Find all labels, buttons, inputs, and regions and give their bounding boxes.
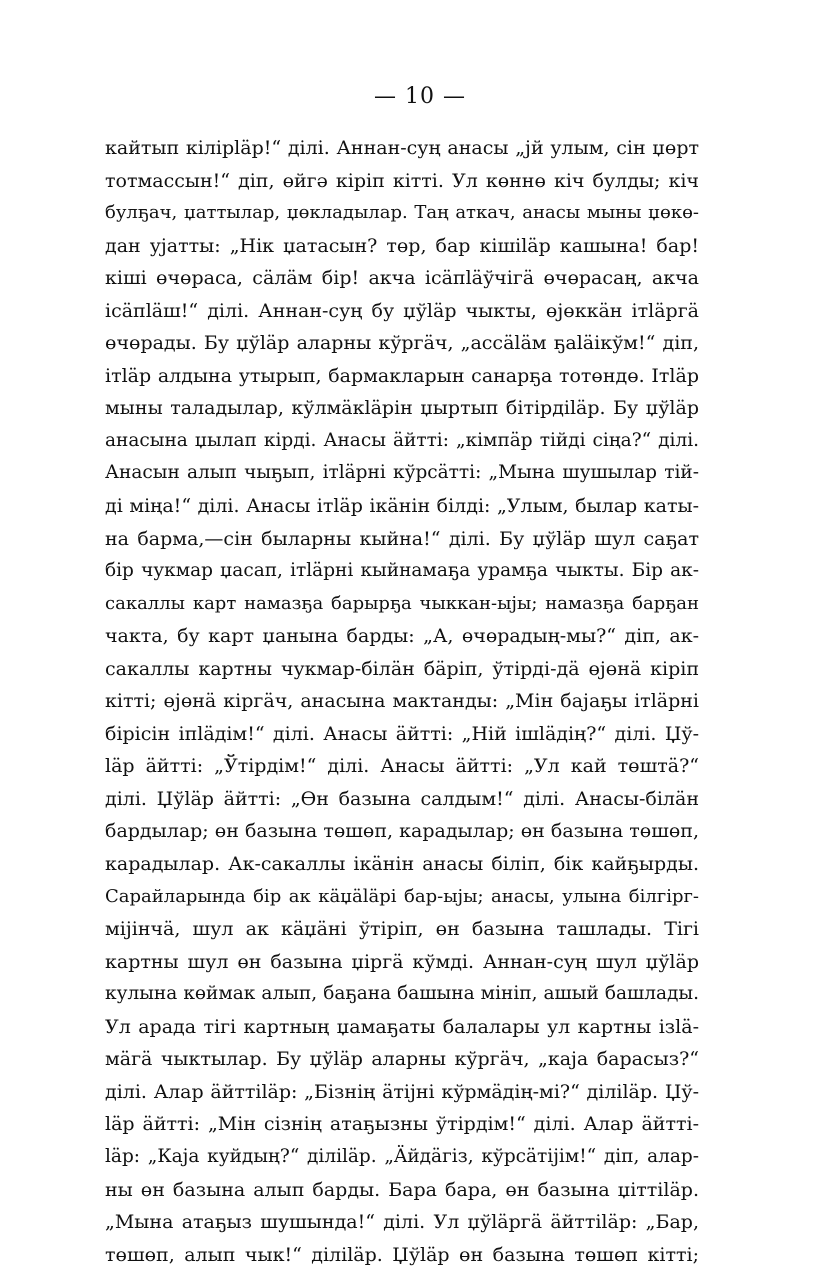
- text-line: карадылар. Ак-сакаллы ікäнін анасы біліп, бік кайҕырды.: [105, 853, 699, 876]
- text-line: өчөрады. Бу џўläр аларны кўргäч, „ассäläм ҕаläiкўм!“ діп,: [105, 332, 699, 355]
- text-line: кішi өчөраса, сäлäм бір! акча ісäпläўчігä өчөрасаң, акча: [105, 267, 699, 290]
- text-line: анасына џылап кірді. Анасы äйтті: „кімпäр тійді сіңа?“ ділі.: [105, 429, 699, 451]
- text-line: Сарайларында бір ак кäџäläрі бар-ыјы; анасы, улына білгірг-: [105, 885, 699, 907]
- text-line: мыны таладылар, кўлмäкläрін џыртып бітірдіläр. Бу џўläр: [105, 397, 699, 420]
- text-line: Анасын алып чыҕып, ітläрні кўрсäтті: „Мына шушылар тій-: [105, 462, 699, 484]
- text-line: ісäпläш!“ ділі. Аннан-суң бу џўläр чыкты, өјөккäн ітläргä: [105, 299, 699, 322]
- text-line: төшөп, алып чык!“ діліläр. Џўläр өн базына төшөп кітті;: [105, 1243, 699, 1266]
- text-line: картны шул өн базына џіргä кўмді. Аннан-суң шул џўläр: [105, 950, 699, 973]
- text-line: бір чукмар џасап, ітläрні кыйнамаҕа урамҕа чыкты. Бір ак-: [105, 560, 699, 582]
- text-line: läр äйтті: „Ўтірдім!“ ділі. Анасы äйтті: „Ул кай төштä?“: [105, 755, 699, 778]
- text-line: кулына көймак алып, баҕана башына мініп, ашый башлады.: [105, 983, 699, 1005]
- body-text: [105, 132, 699, 1271]
- text-line: на барма,—сін быларны кыйна!“ ділі. Бу џўläр шул саҕат: [105, 527, 699, 550]
- text-line: кітті; өјөнä кіргäч, анасына мактанды: „Мін баjаҕы ітläрні: [105, 690, 699, 713]
- text-line: ны өн базына алып барды. Бара бара, өн базына џіттіläр.: [105, 1178, 699, 1201]
- text-line: Ул арада тігі картның џамаҕаты балалары ул картны ізlä-: [105, 1015, 699, 1038]
- text-line: кайтып кіліpläp!“ ділі. Аннан-суң анасы „јй улым, сін џөрт: [105, 137, 699, 159]
- text-line: сакаллы картны чукмар-білäн бäріп, ўтірді-дä өјөнä кіріп: [105, 657, 699, 680]
- text-line: läр äйтті: „Мін сізнің атаҕызны ўтірдім!“ ділі. Алар äйтті-: [105, 1113, 699, 1136]
- text-line: ді міңа!“ ділі. Анасы ітläр ікäнін білді: „Улым, былар каты-: [105, 495, 699, 518]
- text-line: тотмассын!“ діп, өйгә кіріп кітті. Ул көннө кіч булды; кіч: [105, 169, 699, 192]
- text-line: чакта, бу карт џанына барды: „А, өчөрадың-мы?“ діп, ак-: [105, 625, 699, 648]
- text-line: ітläр алдына утырып, бармакларын санарҕа тотөндө. Ітläр: [105, 364, 699, 387]
- text-line: булҕач, џаттылар, џөкладылар. Таң аткач, анасы мыны џөкө-: [105, 202, 699, 224]
- text-line: мäгä чыктылар. Бу џўläр аларны кўргäч, „каjа барасыз?“: [105, 1048, 699, 1071]
- page-number: — 10 —: [374, 84, 466, 109]
- text-line: ділі. Алар äйттіläр: „Бізнің äтіјні кўрмäдің-мі?“ ділiläр. Џў-: [105, 1080, 699, 1103]
- text-line: ділі. Џўläр äйтті: „Өн базына салдым!“ ділі. Анасы-білäн: [105, 787, 699, 810]
- text-line: бірісін іпläдім!“ ділі. Анасы äйтті: „Ній ішläдің?“ ділі. Џў-: [105, 722, 699, 745]
- text-line: läр: „Каjа куйдың?“ ділiläр. „Äйдäгіз, кўрсäтіјім!“ діп, алар-: [105, 1145, 699, 1167]
- text-line: міјінчä, шул ак кäџäні ўтіріп, өн базына ташлады. Тігі: [105, 918, 699, 941]
- text-line: сакаллы карт намазҕа барырҕа чыккан-ыјы; намазҕа барҕан: [105, 592, 699, 614]
- text-line: „Мына атаҕыз шушында!“ ділі. Ул џўläргä äйттіläр: „Бар,: [105, 1211, 699, 1234]
- text-line: бардылар; өн базына төшөп, карадылар; өн базына төшөп,: [105, 820, 699, 843]
- text-line: дан уjатты: „Нік џатасын? төр, бар кішіläр кашына! бар!: [105, 234, 699, 257]
